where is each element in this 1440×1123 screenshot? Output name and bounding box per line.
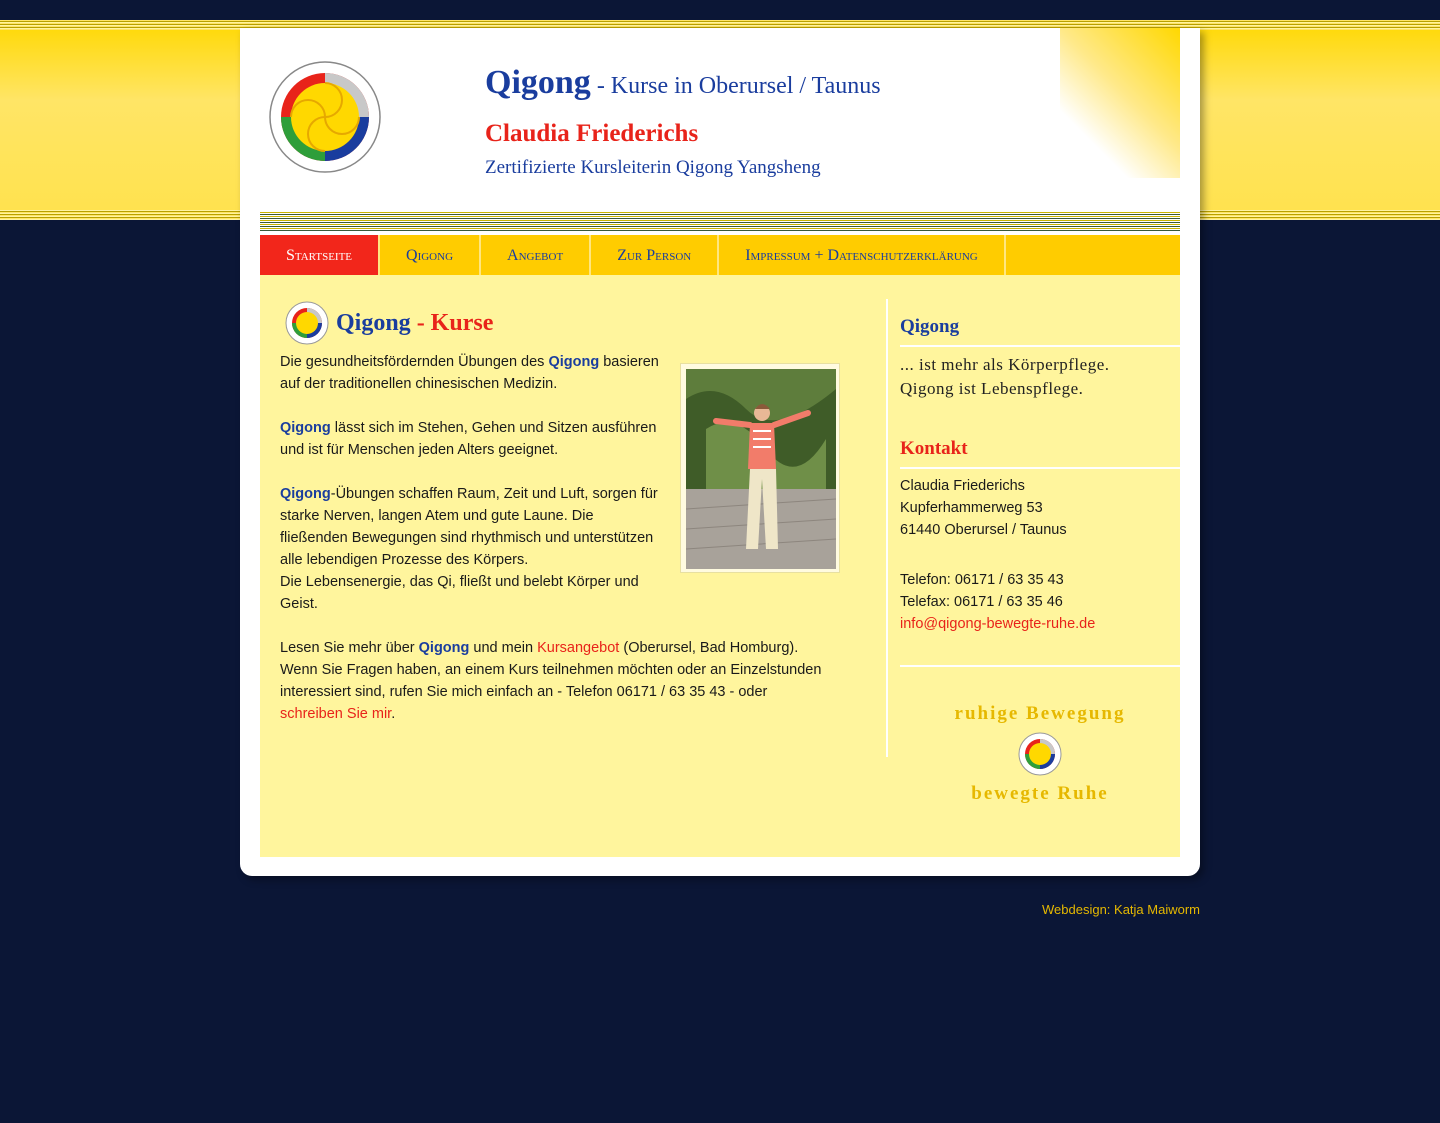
photo-image xyxy=(686,369,836,569)
text-segment: Die gesundheitsfördernden Übungen des xyxy=(280,354,549,370)
top-dark-strip xyxy=(0,0,1440,20)
owner-subtitle: Zertifizierte Kursleiterin Qigong Yangsheng xyxy=(485,157,821,178)
main-nav xyxy=(260,235,1180,275)
instructor-photo xyxy=(680,363,840,573)
quote-line: Qigong ist Lebenspflege. xyxy=(900,379,1084,398)
contact-name: Claudia Friederichs xyxy=(900,478,1025,494)
text-segment: (Oberursel, Bad Homburg). xyxy=(619,640,799,656)
text-segment: basieren auf der traditionellen chinesischen Medizin. xyxy=(280,354,659,392)
text-segment: Die Lebensenergie, das Qi, fließt und belebt Körper und Geist. xyxy=(280,574,639,612)
page-container xyxy=(240,28,1200,876)
main-heading xyxy=(284,295,840,351)
nav-item-startseite[interactable]: Startseite xyxy=(260,235,380,275)
sidebar-heading-qigong: Qigong xyxy=(900,299,1180,347)
contact-street: Kupferhammerweg 53 xyxy=(900,500,1043,516)
text-segment: . xyxy=(391,706,396,722)
nav-item-zur-person[interactable]: Zur Person xyxy=(591,235,719,275)
owner-name: Claudia Friederichs xyxy=(485,120,699,147)
paragraph-contact xyxy=(280,637,825,725)
sidebar-separator xyxy=(900,665,1180,667)
site-title xyxy=(485,64,881,102)
contact-phone: Telefon: 06171 / 63 35 43 xyxy=(900,572,1064,588)
qigong-logo-small-icon xyxy=(284,300,330,346)
slogan-line-2: bewegte Ruhe xyxy=(971,783,1109,804)
slogan-line-1: ruhige Bewegung xyxy=(954,703,1126,724)
highlight-qigong: Qigong xyxy=(418,640,470,656)
site-title-rest: - Kurse in Oberursel / Taunus xyxy=(590,73,881,99)
footer-credit[interactable]: Webdesign: Katja Maiworm xyxy=(1042,902,1200,917)
sidebar-divider xyxy=(886,299,888,757)
highlight-qigong: Qigong xyxy=(280,486,331,502)
content-area xyxy=(260,275,1180,857)
paragraph-practice xyxy=(280,417,660,461)
text-segment: Wenn Sie Fragen haben, an einem Kurs teilnehmen möchten oder an Einzelstunden interessiert sind, rufen Sie mich einfach an - Telefon 06171 / 63 35 43 - oder xyxy=(280,662,822,700)
paragraph-benefits xyxy=(280,483,660,615)
write-me-link[interactable]: schreiben Sie mir xyxy=(280,706,392,722)
sidebar xyxy=(900,299,1180,805)
qigong-logo-small-icon xyxy=(1017,731,1063,777)
sidebar-quote xyxy=(900,353,1180,401)
text-segment: Lesen Sie mehr über xyxy=(280,640,419,656)
text-segment: lässt sich im Stehen, Gehen und Sitzen ausführen und ist für Menschen jeden Alters geeignet. xyxy=(280,420,657,458)
slogan xyxy=(900,703,1180,805)
quote-line: ... ist mehr als Körperpflege. xyxy=(900,355,1110,374)
site-title-main: Qigong xyxy=(485,64,591,101)
nav-item-angebot[interactable]: Angebot xyxy=(481,235,591,275)
sidebar-heading-kontakt: Kontakt xyxy=(900,421,1180,469)
text-segment: und mein xyxy=(469,640,538,656)
text-segment: -Übungen schaffen Raum, Zeit und Luft, sorgen für starke Nerven, langen Atem und gute Laune. Die fließenden Bewegungen sind rhythmisch und unterstützen alle lebendigen Prozesse des Körpers. xyxy=(280,486,658,568)
paragraph-intro xyxy=(280,351,660,395)
header-corner-decoration xyxy=(1060,28,1180,178)
contact-email-link[interactable]: info@qigong-bewegte-ruhe.de xyxy=(900,616,1096,632)
kursangebot-link[interactable]: Kursangebot xyxy=(537,640,620,656)
contact-city: 61440 Oberursel / Taunus xyxy=(900,522,1067,538)
highlight-qigong: Qigong xyxy=(280,420,331,436)
qigong-logo-icon[interactable] xyxy=(260,52,390,182)
contact-phone-block xyxy=(900,569,1180,635)
nav-item-qigong[interactable]: Qigong xyxy=(380,235,481,275)
highlight-qigong: Qigong xyxy=(548,354,600,370)
header-stripes xyxy=(260,211,1180,231)
contact-address xyxy=(900,475,1180,541)
main-column xyxy=(280,295,840,725)
main-heading-kurse: - Kurse xyxy=(416,309,494,336)
main-heading-qigong: Qigong xyxy=(336,309,411,336)
contact-fax: Telefax: 06171 / 63 35 46 xyxy=(900,594,1063,610)
nav-item-impressum[interactable]: Impressum + Datenschutzerklärung xyxy=(719,235,1006,275)
